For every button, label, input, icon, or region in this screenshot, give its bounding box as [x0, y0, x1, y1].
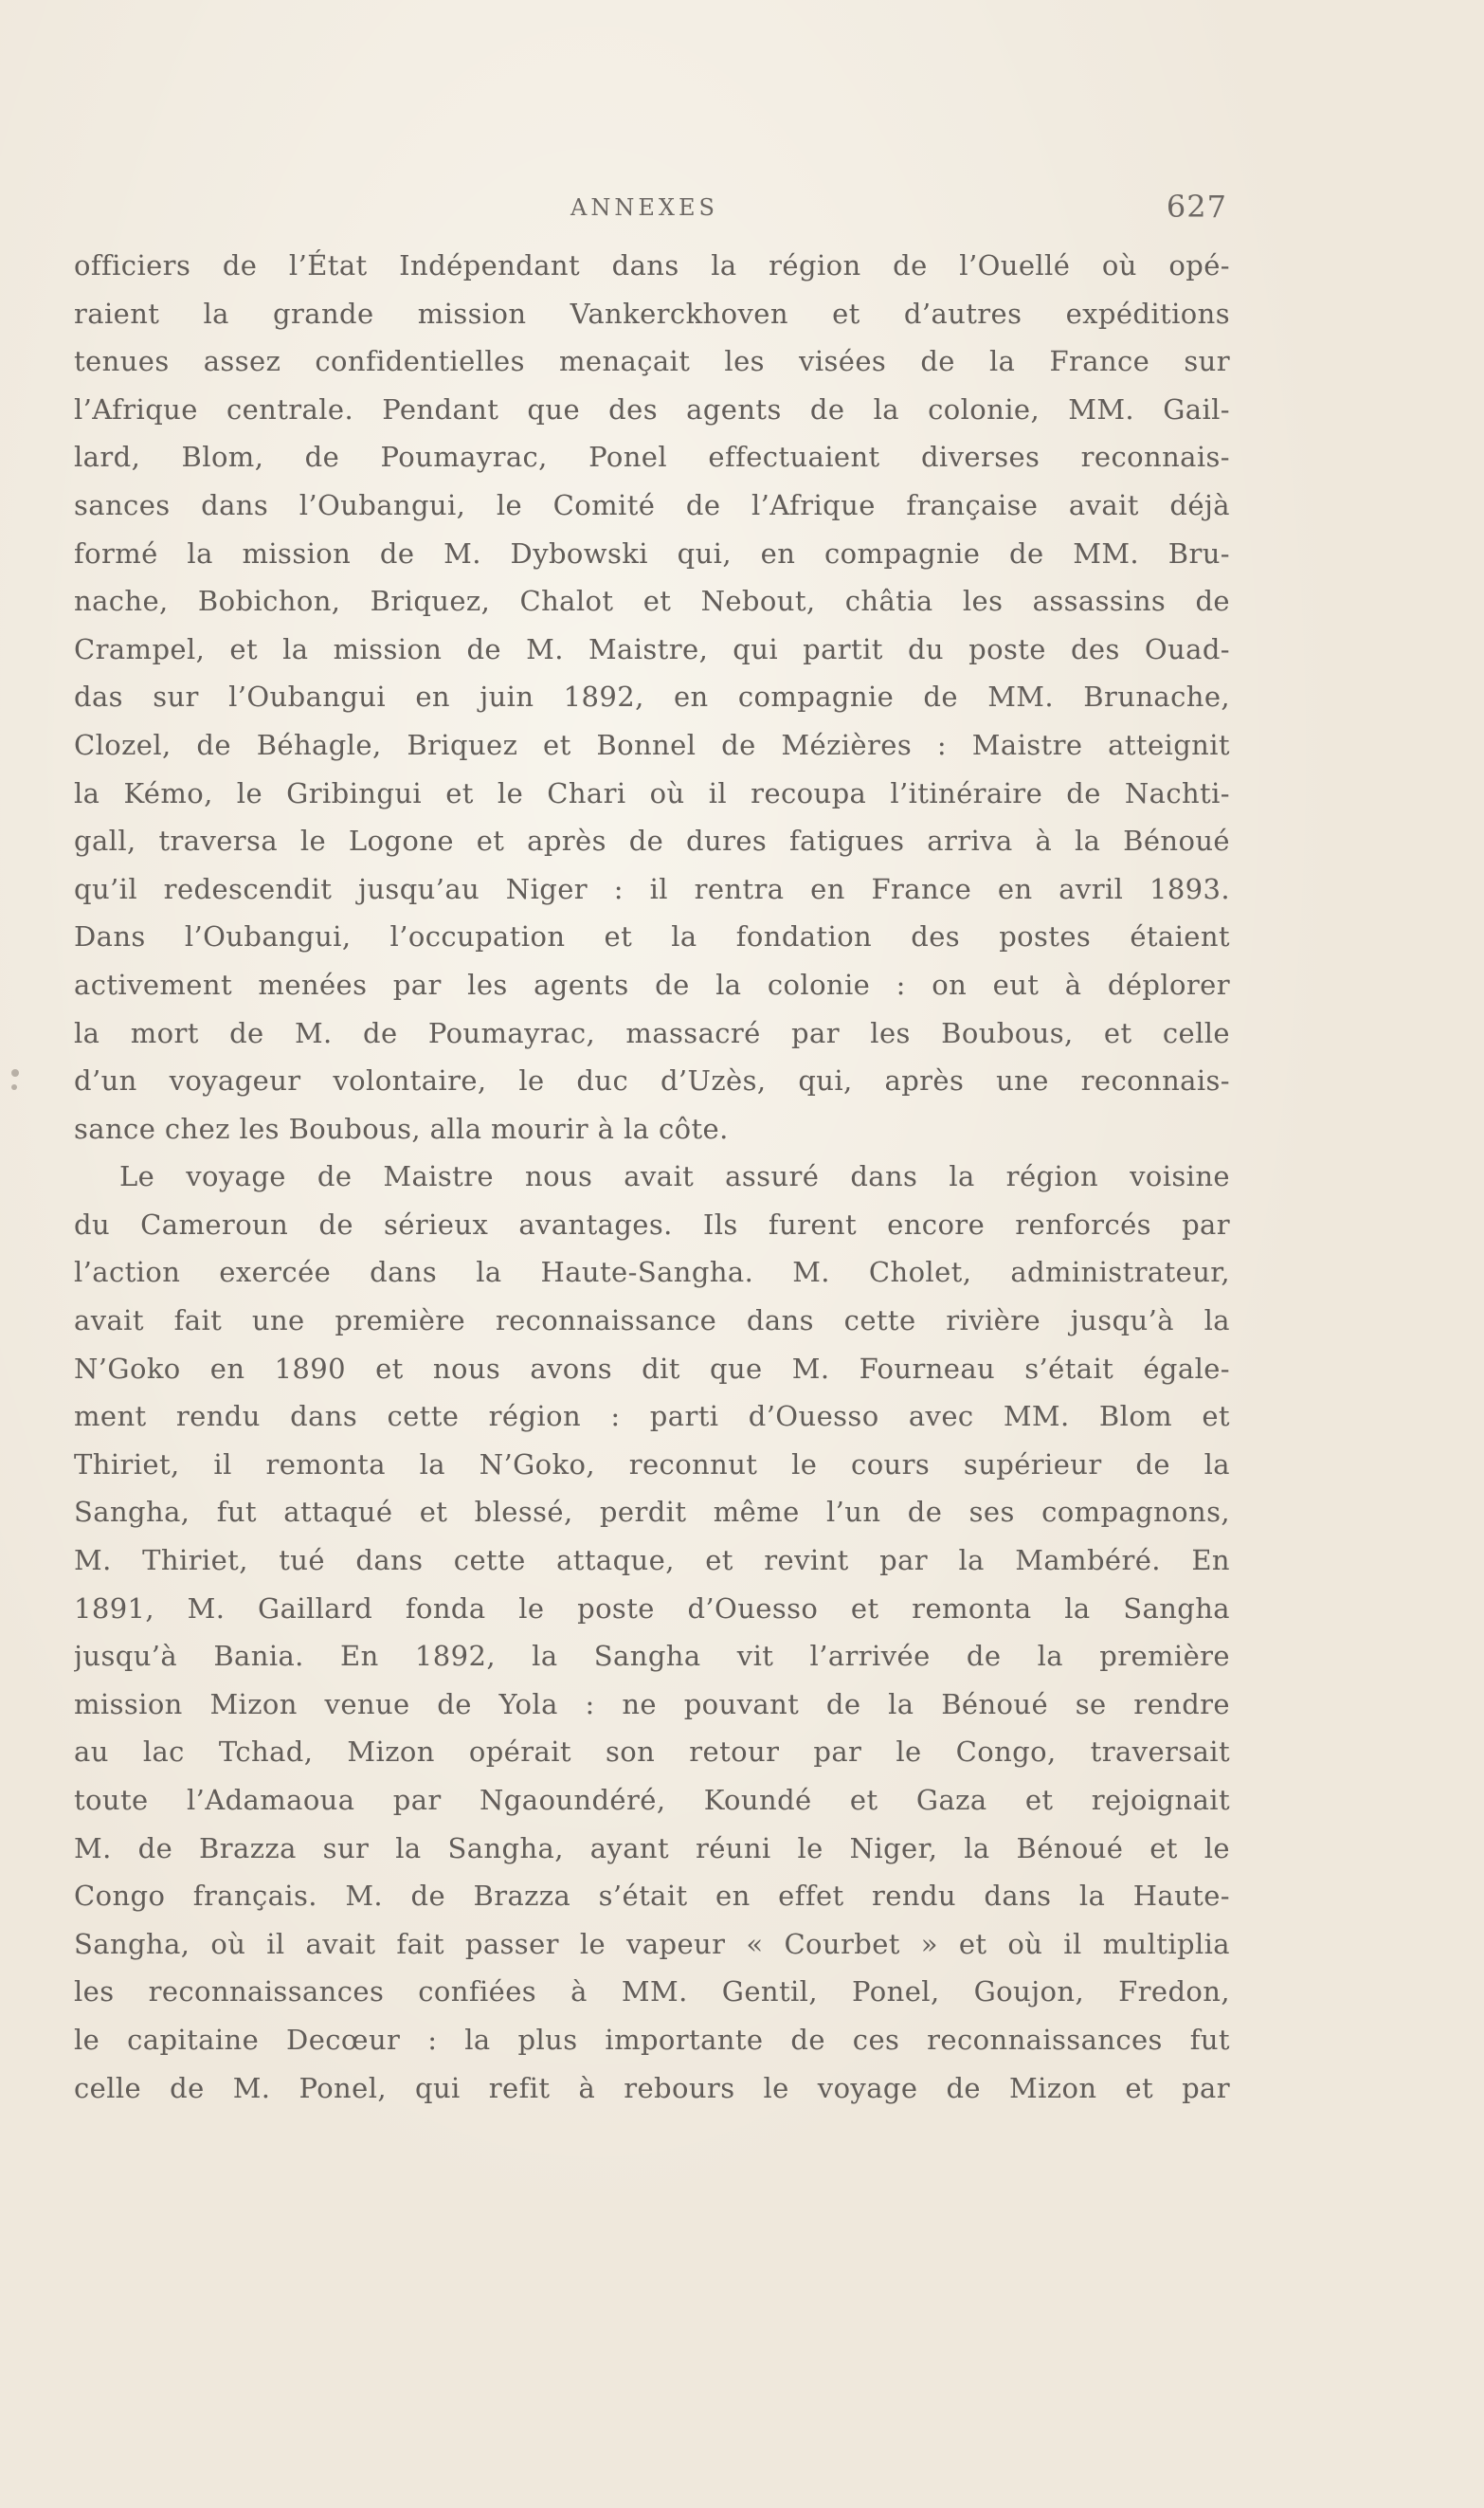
- margin-mark: [11, 1084, 17, 1090]
- text-line: Thiriet, il remonta la N’Goko, reconnut le cours supérieur de la: [74, 1447, 1230, 1481]
- text-line: l’action exercée dans la Haute-Sangha. M. Cholet, administrateur,: [74, 1256, 1230, 1289]
- text-line: lard, Blom, de Poumayrac, Ponel effectuaient diverses reconnais-: [74, 441, 1230, 474]
- text-line: Crampel, et la mission de M. Maistre, qui partit du poste des Ouad-: [74, 632, 1230, 665]
- text-line: activement menées par les agents de la colonie : on eut à déplorer: [74, 968, 1230, 1001]
- text-line: jusqu’à Bania. En 1892, la Sangha vit l’arrivée de la première: [74, 1640, 1230, 1673]
- text-line: les reconnaissances confiées à MM. Gentil, Ponel, Goujon, Fredon,: [74, 1975, 1230, 2008]
- text-line: officiers de l’État Indépendant dans la région de l’Ouellé où opé-: [74, 249, 1230, 282]
- page-header: [0, 189, 1484, 232]
- text-line: Sangha, fut attaqué et blessé, perdit même l’un de ses compagnons,: [74, 1496, 1230, 1529]
- page-number: 627: [1166, 189, 1227, 225]
- text-line: 1891, M. Gaillard fonda le poste d’Ouesso et remonta la Sangha: [74, 1591, 1230, 1625]
- text-line: qu’il redescendit jusqu’au Niger : il rentra en France en avril 1893.: [74, 872, 1230, 905]
- text-line: Clozel, de Béhagle, Briquez et Bonnel de Mézières : Maistre atteignit: [74, 728, 1230, 761]
- text-line: avait fait une première reconnaissance dans cette rivière jusqu’à la: [74, 1304, 1230, 1337]
- text-line: toute l’Adamaoua par Ngaoundéré, Koundé et Gaza et rejoignait: [74, 1784, 1230, 1816]
- text-line: au lac Tchad, Mizon opérait son retour par le Congo, traversait: [74, 1736, 1230, 1769]
- text-line: celle de M. Ponel, qui refit à rebours le voyage de Mizon et par: [74, 2071, 1230, 2104]
- body-text: [74, 242, 1230, 2112]
- text-line: Congo français. M. de Brazza s’était en effet rendu dans la Haute-: [74, 1880, 1230, 1913]
- text-line: la mort de M. de Poumayrac, massacré par les Boubous, et celle: [74, 1016, 1230, 1049]
- text-line: d’un voyageur volontaire, le duc d’Uzès, qui, après une reconnais-: [74, 1064, 1230, 1098]
- text-line: formé la mission de M. Dybowski qui, en compagnie de MM. Bru-: [74, 536, 1230, 570]
- text-line: raient la grande mission Vankerckhoven et d’autres expéditions: [74, 297, 1230, 330]
- text-line: M. de Brazza sur la Sangha, ayant réuni le Niger, la Bénoué et le: [74, 1831, 1230, 1864]
- running-head: ANNEXES: [570, 194, 718, 221]
- text-line: la Kémo, le Gribingui et le Chari où il recoupa l’itinéraire de Nachti-: [74, 776, 1230, 809]
- text-line-paragraph-start: Le voyage de Maistre nous avait assuré dans la région voisine: [119, 1160, 1230, 1193]
- text-line: sances dans l’Oubangui, le Comité de l’Afrique française avait déjà: [74, 488, 1230, 521]
- text-line: du Cameroun de sérieux avantages. Ils furent encore renforcés par: [74, 1208, 1230, 1241]
- text-line: ment rendu dans cette région : parti d’Ouesso avec MM. Blom et: [74, 1400, 1230, 1433]
- text-line: Dans l’Oubangui, l’occupation et la fondation des postes étaient: [74, 920, 1230, 954]
- text-line: nache, Bobichon, Briquez, Chalot et Nebout, châtia les assassins de: [74, 585, 1230, 618]
- text-line: tenues assez confidentielles menaçait les visées de la France sur: [74, 345, 1230, 378]
- text-line: le capitaine Decœur : la plus importante de ces reconnaissances fut: [74, 2023, 1230, 2056]
- text-line-paragraph-end: sance chez les Boubous, alla mourir à la côte.: [74, 1112, 729, 1145]
- text-line: l’Afrique centrale. Pendant que des agents de la colonie, MM. Gail-: [74, 392, 1230, 426]
- text-line: M. Thiriet, tué dans cette attaque, et revint par la Mambéré. En: [74, 1544, 1230, 1577]
- text-line: das sur l’Oubangui en juin 1892, en compagnie de MM. Brunache,: [74, 681, 1230, 714]
- margin-mark: [11, 1069, 19, 1077]
- text-line: Sangha, où il avait fait passer le vapeur « Courbet » et où il multiplia: [74, 1927, 1230, 1960]
- text-line: mission Mizon venue de Yola : ne pouvant de la Bénoué se rendre: [74, 1687, 1230, 1720]
- text-line: N’Goko en 1890 et nous avons dit que M. Fourneau s’était égale-: [74, 1352, 1230, 1385]
- text-line: gall, traversa le Logone et après de dures fatigues arriva à la Bénoué: [74, 825, 1230, 858]
